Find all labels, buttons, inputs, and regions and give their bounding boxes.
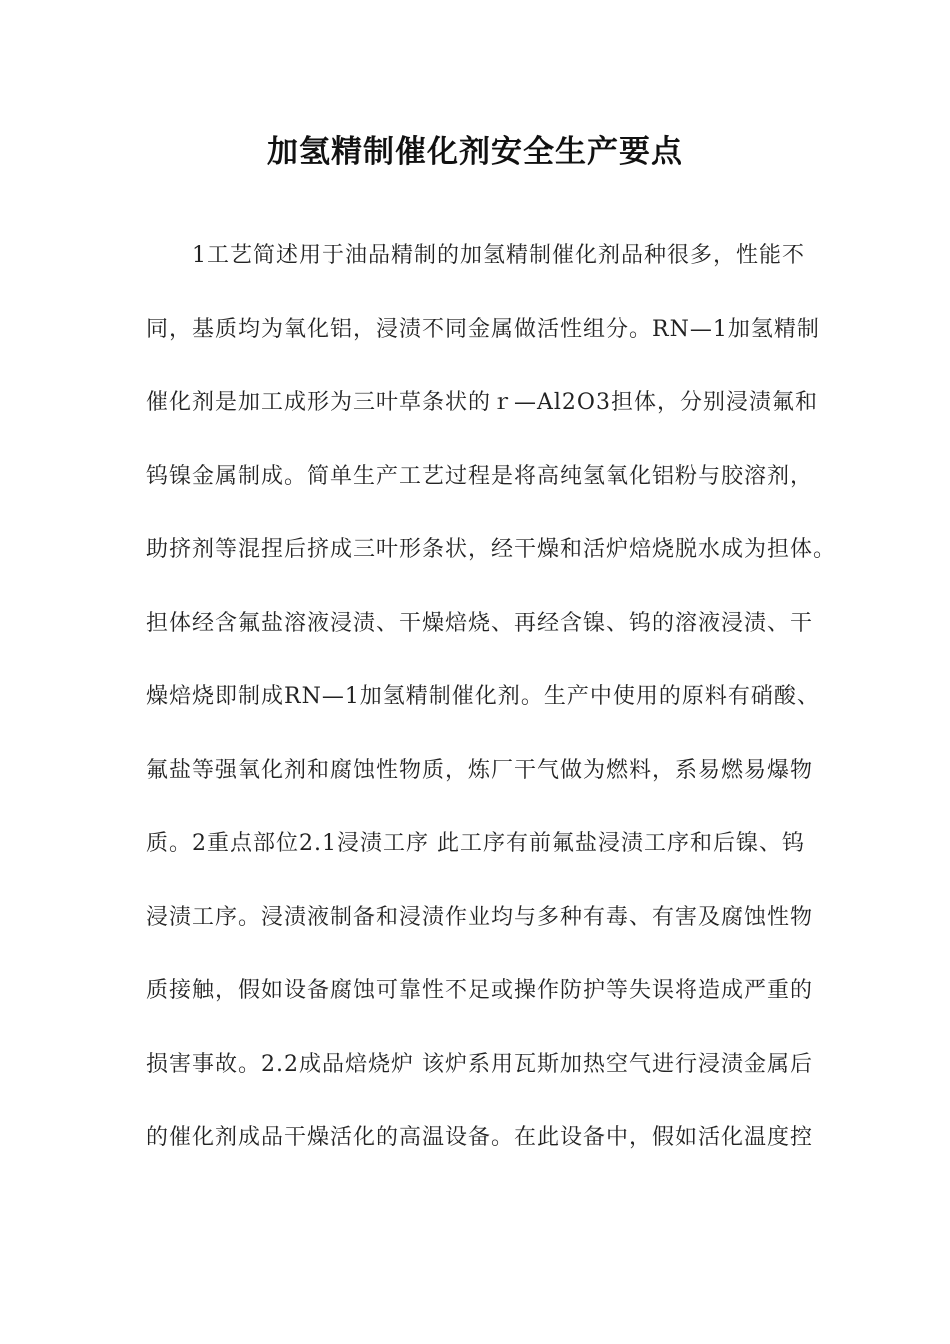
- body-line: 助挤剂等混捏后挤成三叶形条状，经干燥和活炉焙烧脱水成为担体。: [146, 537, 837, 562]
- body-line: 燥焙烧即制成RN—1加氢精制催化剂。生产中使用的原料有硝酸、: [146, 684, 820, 709]
- body-line: 的催化剂成品干燥活化的高温设备。在此设备中，假如活化温度控: [146, 1125, 814, 1150]
- body-line: 质。2重点部位2.1浸渍工序 此工序有前氟盐浸渍工序和后镍、钨: [146, 831, 805, 856]
- document-body: [146, 232, 837, 1188]
- body-line: 担体经含氟盐溶液浸渍、干燥焙烧、再经含镍、钨的溶液浸渍、干: [146, 610, 814, 636]
- body-line: 同，基质均为氧化铝，浸渍不同金属做活性组分。RN—1加氢精制: [146, 316, 820, 342]
- body-line: 催化剂是加工成形为三叶草条状的ｒ—Al2O3担体，分别浸渍氟和: [146, 390, 818, 415]
- document-title: 加氢精制催化剂安全生产要点: [267, 134, 683, 170]
- body-line: 损害事故。2.2成品焙烧炉 该炉系用瓦斯加热空气进行浸渍金属后: [146, 1051, 813, 1077]
- body-line: 氟盐等强氧化剂和腐蚀性物质，炼厂干气做为燃料，系易燃易爆物: [146, 757, 814, 783]
- body-line: 浸渍工序。浸渍液制备和浸渍作业均与多种有毒、有害及腐蚀性物: [146, 904, 814, 930]
- body-line: 钨镍金属制成。简单生产工艺过程是将高纯氢氧化铝粉与胶溶剂，: [146, 463, 814, 489]
- body-line: 1工艺简述用于油品精制的加氢精制催化剂品种很多，性能不: [192, 243, 805, 268]
- body-line: 质接触，假如设备腐蚀可靠性不足或操作防护等失误将造成严重的: [146, 978, 814, 1003]
